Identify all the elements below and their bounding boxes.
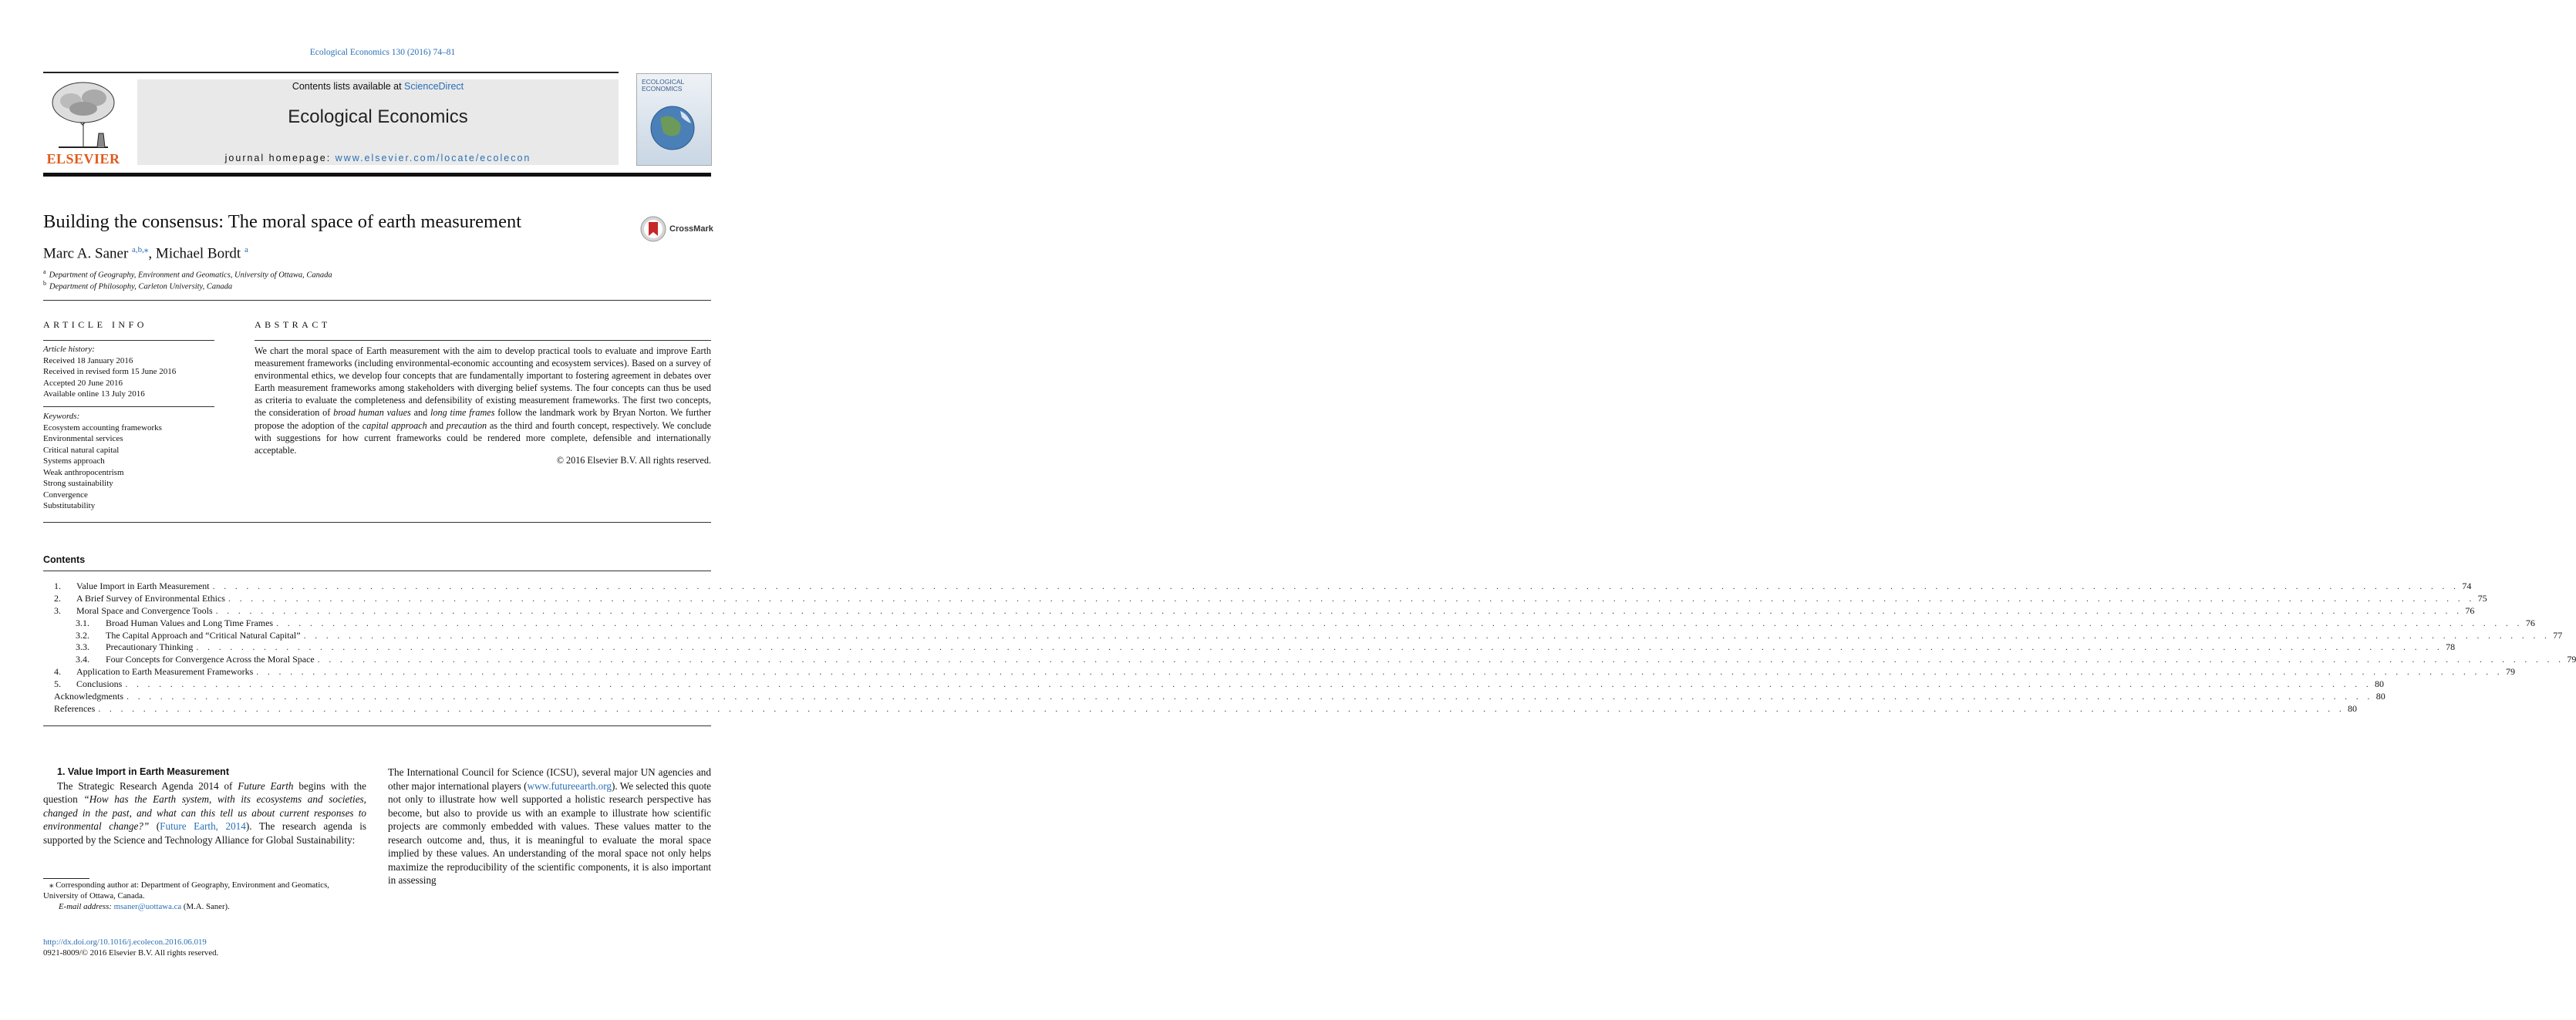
toc-page-number: 76 [2465,604,2475,616]
toc-leader: . . . . . . . . . . . . . . . . . . . . . . . . . . . . . . . . . . . . . . . . . . . . . . . . . . . . . . . . . . . . . . . . . . . . . . . . . . . . . . . . . . . . . . . . . . . . . . . . . . . . . . . . . . . . . . . . . . . . . . . . . . . . . . . . . . . . . . . . . . . . . . . . . . . . . . . . . . . . . . . . . . . . . . . . . . . . . . . . . . . . . . . . . . . . . . . . . . . . . . . . [98,702,2345,714]
doi-block [43,937,218,958]
toc-leader: . . . . . . . . . . . . . . . . . . . . . . . . . . . . . . . . . . . . . . . . . . . . . . . . . . . . . . . . . . . . . . . . . . . . . . . . . . . . . . . . . . . . . . . . . . . . . . . . . . . . . . . . . . . . . . . . . . . . . . . . . . . . . . . . . . . . . . . . . . . . . . . . . . . . . . . . . . . . . . . . . . . . . . . . . . . . . . . . . . . . . . . . . . . . . . . . . . . . . . . . [125,678,2372,690]
toc-entry[interactable] [43,678,2385,691]
divider [43,340,214,341]
footnote: ⁎ Corresponding author at: Department of Geography, Environment and Geomatics, University of Ottawa, Canada. E-mail address: msaner@uottawa.ca (M.A. Saner). [43,880,330,911]
toc-leader: . . . . . . . . . . . . . . . . . . . . . . . . . . . . . . . . . . . . . . . . . . . . . . . . . . . . . . . . . . . . . . . . . . . . . . . . . . . . . . . . . . . . . . . . . . . . . . . . . . . . . . . . . . . . . . . . . . . . . . . . . . . . . . . . . . . . . . . . . . . . . . . . . . . . . . . . . . . . . . . . . . . . . . . . . . . . . . . . . . . . . . . . . . . . . . . . . . . . . . . . [215,604,2463,616]
contents-heading: Contents [43,554,86,565]
email-link[interactable]: msaner@uottawa.ca [113,902,182,911]
citation-link[interactable]: Future Earth, 2014 [160,820,246,832]
journal-cover-thumbnail[interactable] [636,73,712,166]
toc-page-number: 79 [2505,666,2515,678]
toc-title[interactable]: Four Concepts for Convergence Across the Moral Space [106,654,315,665]
doi-link[interactable]: http://dx.doi.org/10.1016/j.ecolecon.2016.06.019 [43,938,207,947]
toc-leader: . . . . . . . . . . . . . . . . . . . . . . . . . . . . . . . . . . . . . . . . . . . . . . . . . . . . . . . . . . . . . . . . . . . . . . . . . . . . . . . . . . . . . . . . . . . . . . . . . . . . . . . . . . . . . . . . . . . . . . . . . . . . . . . . . . . . . . . . . . . . . . . . . . . . . . . . . . . . . . . . . . . . . . . . . . . . . . . . . . . . . . . . . . . . . . . . . . . . . . . . [317,654,2564,665]
corresponding-author-mark[interactable]: ⁎ [143,245,149,254]
divider [43,522,711,523]
toc-title[interactable]: Value Import in Earth Measurement [76,581,210,591]
toc-title[interactable]: Moral Space and Convergence Tools [76,604,213,616]
toc-title[interactable]: Application to Earth Measurement Frameworks [76,666,254,678]
toc-title[interactable]: References [54,702,96,714]
author-bordt: Michael Bordt [155,245,244,262]
toc-page-number: 80 [2375,691,2385,702]
toc-number: 1. [54,581,61,591]
header-thick-rule [43,173,711,177]
author-saner-affil[interactable]: a,b, [132,245,144,254]
toc-leader: . . . . . . . . . . . . . . . . . . . . . . . . . . . . . . . . . . . . . . . . . . . . . . . . . . . . . . . . . . . . . . . . . . . . . . . . . . . . . . . . . . . . . . . . . . . . . . . . . . . . . . . . . . . . . . . . . . . . . . . . . . . . . . . . . . . . . . . . . . . . . . . . . . . . . . . . . . . . . . . . . . . . . . . . . . . . . . . . . . . . . . . . . . . . . . . . . . . . . . . . [303,629,2551,641]
toc-number: 3.1. [76,617,89,628]
crossmark-label: CrossMark [669,224,713,234]
toc-page-number: 79 [2567,654,2576,665]
crossmark-badge[interactable] [640,216,711,244]
toc-title[interactable]: Acknowledgments [54,691,123,702]
toc-leader: . . . . . . . . . . . . . . . . . . . . . . . . . . . . . . . . . . . . . . . . . . . . . . . . . . . . . . . . . . . . . . . . . . . . . . . . . . . . . . . . . . . . . . . . . . . . . . . . . . . . . . . . . . . . . . . . . . . . . . . . . . . . . . . . . . . . . . . . . . . . . . . . . . . . . . . . . . . . . . . . . . . . . . . . . . . . . . . . . . . . . . . . . . . . . . . . . . . . . . . . [256,666,2503,678]
sciencedirect-link[interactable]: ScienceDirect [404,81,464,92]
toc-number: 3.3. [76,641,89,653]
keywords: Keywords: Ecosystem accounting frameworks Environmental services Critical natural capital Systems approach Weak anthropocentrism Strong sustainability Convergence Substitutability [43,411,214,512]
toc-entry[interactable] [43,641,2456,654]
journal-name: Ecological Economics [288,106,468,127]
toc-page-number: 76 [2525,617,2535,628]
affiliation-b: $^b$ Department of Philosophy, Carleton University, Canada [43,280,233,291]
body-paragraph: The International Council for Science (ICSU), several major UN agencies and other major international players (www.futureearth.org). We selected this quote not only to illustrate how well supported a holistic research perspective has become, but also to provide us with an example to illustrate how scientific projects are commonly embedded with values. These values matter to the research outcome and, thus, it is meaningful to evaluate the moral space implied by these values. An understanding of the moral space not only helps maximize the reproducibility of the scientific components, it is also important in assessing [388,766,711,886]
history-item: Available online 13 July 2016 [43,389,145,399]
keyword: Substitutability [43,501,96,510]
footnote-rule [43,878,89,879]
elsevier-wordmark: ELSEVIER [46,151,120,167]
affiliation-a: $^a$ Department of Geography, Environment and Geomatics, University of Ottawa, Canada [43,268,332,280]
author-bordt-affil[interactable]: a [244,245,248,254]
toc-leader: . . . . . . . . . . . . . . . . . . . . . . . . . . . . . . . . . . . . . . . . . . . . . . . . . . . . . . . . . . . . . . . . . . . . . . . . . . . . . . . . . . . . . . . . . . . . . . . . . . . . . . . . . . . . . . . . . . . . . . . . . . . . . . . . . . . . . . . . . . . . . . . . . . . . . . . . . . . . . . . . . . . . . . . . . . . . . . . . . . . . . . . . . . . . . . . . . . . . . . . . [212,581,2460,591]
toc-entry[interactable] [43,654,2576,666]
issn-line: 0921-8009/© 2016 Elsevier B.V. All rights reserved. [43,948,219,958]
article-title: Building the consensus: The moral space of earth measurement [43,211,522,232]
toc-title[interactable]: The Capital Approach and “Critical Natural Capital” [106,629,301,641]
body-paragraph: The Strategic Research Agenda 2014 of Future Earth begins with the question “How has the Earth system, with its ecosystems and societies, changed in the past, and what can this tell us about current responses to environmental change?” (Future Earth, 2014). The research agenda is supported by the Science and Technology Alliance for Global Sustainability: [43,779,366,846]
toc-page-number: 78 [2446,641,2456,653]
abstract-copyright: © 2016 Elsevier B.V. All rights reserved. [556,455,711,466]
toc-page-number: 74 [2462,581,2472,591]
toc-leader: . . . . . . . . . . . . . . . . . . . . . . . . . . . . . . . . . . . . . . . . . . . . . . . . . . . . . . . . . . . . . . . . . . . . . . . . . . . . . . . . . . . . . . . . . . . . . . . . . . . . . . . . . . . . . . . . . . . . . . . . . . . . . . . . . . . . . . . . . . . . . . . . . . . . . . . . . . . . . . . . . . . . . . . . . . . . . . . . . . . . . . . . . . . . . . . . . . . . . . . . [126,691,2373,702]
author-list: Marc A. Saner $^{a,b,⁎}$, Michael Bordt $^a$ [43,245,248,262]
divider [43,725,711,726]
journal-reference[interactable]: Ecological Economics 130 (2016) 74–81 [309,48,456,57]
toc-title[interactable]: A Brief Survey of Environmental Ethics [76,592,225,604]
keyword: Ecosystem accounting frameworks [43,422,162,433]
toc-number: 3. [54,604,61,616]
article-history: Article history: Received 18 January 2016 Received in revised form 15 June 2016 Accepted 20 June 2016 Available online 13 July 2016 [43,344,214,400]
section-1-heading: 1. Value Import in Earth Measurement [57,766,229,777]
toc-title[interactable]: Conclusions [76,678,123,690]
toc-number: 3.2. [76,629,89,641]
abstract-text: We chart the moral space of Earth measurement with the aim to develop practical tools to evaluate and improve Earth measurement frameworks (including environmental-economic accounting and ecosystem services). Based on a survey of environmental ethics, we develop four concepts that are fundamentally important to fostering agreement in debates over Earth measurement frameworks among stakeholders with diverging belief systems. The four concepts can thus be used as criteria to evaluate the completeness and defensibility of existing measurement frameworks. The first two concepts, the consideration of broad human values and long time frames follow the landmark work by Bryan Norton. We further propose the adoption of the capital approach and precaution as the third and fourth concept, respectively. We conclude with suggestions for how current frameworks could be rendered more complete, defensible and internationally acceptable. [255,345,712,456]
toc-number: 3.4. [76,654,89,665]
header-top-rule [43,72,619,73]
toc-entry[interactable] [43,629,2563,642]
keyword: Weak anthropocentrism [43,467,124,477]
toc-page-number: 77 [2553,629,2563,641]
toc-entry[interactable] [43,604,2475,618]
toc-entry[interactable] [43,666,2515,678]
history-item: Received 18 January 2016 [43,355,133,365]
abstract-heading: ABSTRACT [255,319,331,330]
toc-page-number: 75 [2477,592,2487,604]
history-item: Accepted 20 June 2016 [43,378,123,388]
toc-page-number: 80 [2348,702,2357,714]
author-saner: Marc A. Saner [43,245,133,262]
journal-homepage-link[interactable]: www.elsevier.com/locate/ecolecon [335,153,531,163]
divider [255,340,711,341]
toc-entry[interactable] [43,702,2357,715]
keyword: Critical natural capital [43,445,120,455]
futureearth-link[interactable]: www.futureearth.org [527,779,612,792]
toc-entry[interactable] [43,617,2535,630]
table-of-contents [43,581,2576,715]
keyword: Environmental services [43,434,123,443]
keyword: Systems approach [43,456,105,466]
toc-entry[interactable] [43,691,2385,703]
body-column-left [43,766,366,847]
toc-entry[interactable] [43,592,2487,605]
toc-title[interactable]: Broad Human Values and Long Time Frames [106,617,274,628]
cover-title: ECOLOGICAL ECONOMICS [642,78,684,93]
history-item: Received in revised form 15 June 2016 [43,367,177,376]
article-info-heading: ARTICLE INFO [43,319,147,330]
toc-page-number: 80 [2375,678,2385,690]
toc-entry[interactable] [43,581,2472,593]
body-column-right [388,766,711,887]
keyword: Convergence [43,490,88,500]
toc-number: 4. [54,666,61,678]
toc-title[interactable]: Precautionary Thinking [106,641,194,653]
toc-leader: . . . . . . . . . . . . . . . . . . . . . . . . . . . . . . . . . . . . . . . . . . . . . . . . . . . . . . . . . . . . . . . . . . . . . . . . . . . . . . . . . . . . . . . . . . . . . . . . . . . . . . . . . . . . . . . . . . . . . . . . . . . . . . . . . . . . . . . . . . . . . . . . . . . . . . . . . . . . . . . . . . . . . . . . . . . . . . . . . . . . . . . . . . . . . . . . . . . . . . . . [276,617,2523,628]
keyword: Strong sustainability [43,479,113,488]
toc-number: 5. [54,678,61,690]
toc-leader: . . . . . . . . . . . . . . . . . . . . . . . . . . . . . . . . . . . . . . . . . . . . . . . . . . . . . . . . . . . . . . . . . . . . . . . . . . . . . . . . . . . . . . . . . . . . . . . . . . . . . . . . . . . . . . . . . . . . . . . . . . . . . . . . . . . . . . . . . . . . . . . . . . . . . . . . . . . . . . . . . . . . . . . . . . . . . . . . . . . . . . . . . . . . . . . . . . . . . . . . [196,641,2443,653]
toc-leader: . . . . . . . . . . . . . . . . . . . . . . . . . . . . . . . . . . . . . . . . . . . . . . . . . . . . . . . . . . . . . . . . . . . . . . . . . . . . . . . . . . . . . . . . . . . . . . . . . . . . . . . . . . . . . . . . . . . . . . . . . . . . . . . . . . . . . . . . . . . . . . . . . . . . . . . . . . . . . . . . . . . . . . . . . . . . . . . . . . . . . . . . . . . . . . . . . . . . . . . . [228,592,2475,604]
journal-homepage-line: journal homepage: www.elsevier.com/locate/ecolecon [224,153,531,163]
contents-available-line: Contents lists available at ScienceDirect [292,81,464,92]
divider [43,300,711,301]
toc-number: 2. [54,592,61,604]
divider [43,406,214,407]
